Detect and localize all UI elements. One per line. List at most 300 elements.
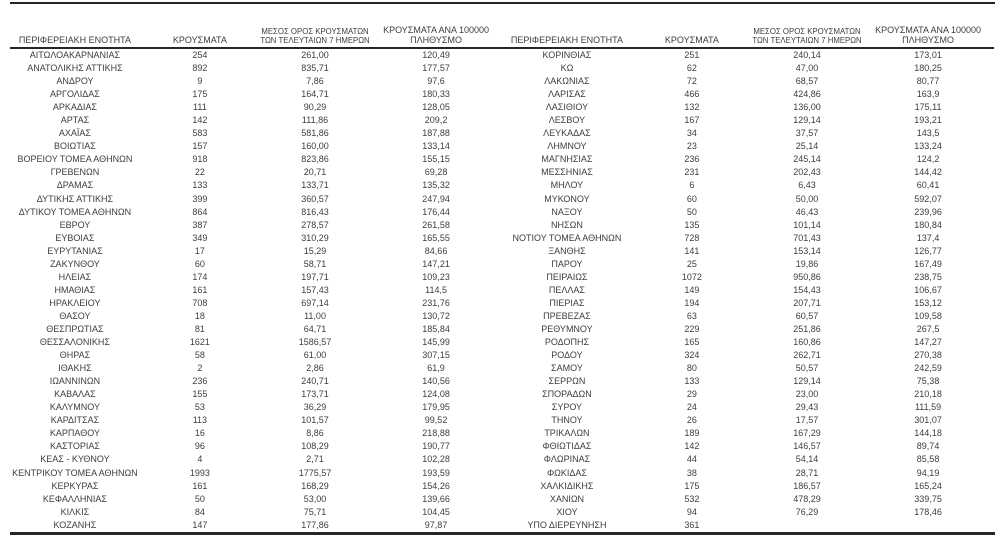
table-row [10,206,502,219]
table-row [10,219,502,232]
per100k-cell: 180,84 [914,219,942,230]
region-cell: ΖΑΚΥΝΘΟΥ [50,258,100,269]
region-cell: ΜΕΣΣΗΝΙΑΣ [541,167,593,178]
cases-cell: 387 [192,219,208,230]
table-row [10,179,502,192]
cases-cell: 96 [194,441,205,452]
per100k-cell: 140,56 [422,376,450,387]
region-cell: ΝΟΤΙΟΥ ΤΟΜΕΑ ΑΘΗΝΩΝ [512,232,622,243]
table-row [502,480,994,493]
avg7-cell: 240,14 [793,50,821,60]
cases-cell: 84 [194,506,205,517]
avg7-cell: 197,71 [301,271,329,282]
avg7-cell: 8,86 [306,428,324,439]
cases-cell: 1621 [189,337,210,348]
column-header-per100k-line2: ΠΛΗΘΥΣΜΟ [902,35,954,45]
table-row [502,349,994,362]
region-cell: ΒΟΙΩΤΙΑΣ [54,141,96,152]
table-row [502,297,994,310]
table-row [502,75,994,88]
table-row [502,310,994,323]
region-cell: ΘΑΣΟΥ [59,310,91,321]
per100k-cell: 176,44 [422,206,450,217]
per100k-cell: 60,41 [916,180,940,191]
tables-container [10,2,995,535]
per100k-cell: 128,05 [422,102,450,113]
table-row [10,388,502,401]
cases-cell: 165 [684,337,700,348]
avg7-cell: 360,57 [301,193,329,204]
avg7-cell: 129,14 [793,376,821,387]
region-cell: ΛΑΚΩΝΙΑΣ [544,76,590,87]
table-row [10,401,502,414]
per100k-cell: 165,55 [422,232,450,243]
region-cell: ΤΡΙΚΑΛΩΝ [544,428,590,439]
per100k-cell: 84,66 [424,245,448,256]
avg7-cell: 29,43 [795,402,819,413]
avg7-cell: 133,71 [301,180,329,191]
table-row [10,440,502,453]
region-cell: ΦΘΙΩΤΙΔΑΣ [542,441,592,452]
cases-cell: 161 [192,284,208,295]
column-header-per100k [370,4,502,48]
table-row [10,62,502,75]
avg7-cell: 75,71 [303,506,327,517]
cases-cell: 133 [192,180,208,191]
table-row [502,179,994,192]
table-row [10,258,502,271]
per100k-cell: 106,67 [914,284,942,295]
per100k-cell: 145,99 [422,337,450,348]
avg7-cell: 160,00 [301,141,329,152]
per100k-cell: 126,77 [914,245,942,256]
per100k-cell: 109,23 [422,271,450,282]
per100k-cell: 135,32 [422,180,450,191]
cases-cell: 23 [686,141,697,152]
region-cell: ΗΛΕΙΑΣ [58,271,92,282]
table-row [10,193,502,206]
per100k-cell: 130,72 [422,310,450,321]
cases-table-left [10,4,502,532]
table-row [502,232,994,245]
avg7-cell: 28,71 [795,467,819,478]
avg7-cell: 157,43 [301,284,329,295]
cases-cell: 17 [194,245,205,256]
avg7-cell: 129,14 [793,115,821,126]
per100k-cell: 210,18 [914,389,942,400]
region-cell: ΛΑΡΙΣΑΣ [548,89,586,100]
avg7-cell: 424,86 [793,89,821,100]
cases-cell: 194 [684,297,700,308]
region-cell: ΜΗΛΟΥ [550,180,584,191]
cases-cell: 44 [686,454,697,465]
region-cell: ΠΕΛΛΑΣ [548,284,585,295]
column-header-per100k-line1: ΚΡΟΥΣΜΑΤΑ ΑΝΑ 100000 [383,25,490,35]
avg7-cell: 950,86 [793,271,821,282]
region-cell: ΔΥΤΙΚΟΥ ΤΟΜΕΑ ΑΘΗΝΩΝ [18,206,132,217]
cases-cell: 53 [194,402,205,413]
per100k-cell: 267,5 [916,323,940,334]
cases-cell: 142 [192,115,208,126]
per100k-cell: 143,5 [916,128,940,139]
avg7-cell: 101,57 [301,415,329,426]
column-header-avg7-line2: ΤΩΝ ΤΕΛΕΥΤΑΙΩΝ 7 ΗΜΕΡΩΝ [752,36,862,45]
per100k-cell: 173,01 [914,50,942,60]
cases-cell: 16 [194,428,205,439]
avg7-cell: 15,29 [303,245,327,256]
per100k-cell: 133,24 [914,141,942,152]
column-header-avg7-line1: ΜΕΣΟΣ ΟΡΟΣ ΚΡΟΥΣΜΑΤΩΝ [753,27,861,36]
region-cell: ΔΡΑΜΑΣ [56,180,94,191]
table-row [502,62,994,75]
region-cell: ΛΕΥΚΑΔΑΣ [543,128,591,139]
per100k-cell: 185,84 [422,323,450,334]
per100k-cell: 97,87 [424,519,448,530]
table-row [10,245,502,258]
table-row [502,271,994,284]
region-cell: ΛΕΣΒΟΥ [548,115,586,126]
region-cell: ΚΑΣΤΟΡΙΑΣ [49,441,100,452]
cases-cell: 60 [194,258,205,269]
table-row [502,206,994,219]
table-row [502,401,994,414]
per100k-cell [862,519,994,532]
region-cell: ΘΗΡΑΣ [59,350,91,361]
region-cell: ΕΥΒΟΙΑΣ [55,232,95,243]
cases-cell: 29 [686,389,697,400]
avg7-cell: 154,43 [793,284,821,295]
region-cell: ΚΕΡΚΥΡΑΣ [51,480,99,491]
column-header-avg7 [752,4,862,48]
avg7-cell: 202,43 [793,167,821,178]
avg7-cell: 90,29 [303,102,327,113]
per100k-cell: 69,28 [424,167,448,178]
table-row [502,453,994,466]
cases-cell: 399 [192,193,208,204]
region-cell: ΦΩΚΙΔΑΣ [546,467,587,478]
region-cell: ΥΠΟ ΔΙΕΡΕΥΝΗΣΗ [527,519,607,530]
cases-cell: 60 [686,193,697,204]
avg7-cell: 68,57 [795,76,819,87]
column-header-avg7-line1: ΜΕΣΟΣ ΟΡΟΣ ΚΡΟΥΣΜΑΤΩΝ [261,27,369,36]
per100k-cell: 209,2 [424,115,448,126]
cases-cell: 466 [684,89,700,100]
region-cell: ΠΑΡΟΥ [551,258,583,269]
avg7-cell: 17,57 [795,415,819,426]
per100k-cell: 180,33 [422,89,450,100]
region-cell: ΞΑΝΘΗΣ [548,245,586,256]
avg7-cell: 261,00 [301,50,329,60]
region-cell: ΔΥΤΙΚΗΣ ΑΤΤΙΚΗΣ [36,193,114,204]
region-cell: ΣΥΡΟΥ [551,402,583,413]
table-row [502,284,994,297]
table-row [502,336,994,349]
cases-cell: 229 [684,323,700,334]
table-row [502,166,994,179]
column-header-region: ΠΕΡΙΦΕΡΕΙΑΚΗ ΕΝΟΤΗΤΑ [502,4,632,48]
region-cell: ΡΟΔΟΥ [551,350,583,361]
regional-cases-report [0,2,1000,541]
table-row [502,506,994,519]
per100k-cell: 307,15 [422,350,450,361]
cases-cell: 80 [686,363,697,374]
table-row [502,88,994,101]
avg7-cell: 823,86 [301,154,329,165]
per100k-cell: 137,4 [916,232,940,243]
table-row [502,323,994,336]
avg7-cell: 207,71 [793,297,821,308]
cases-cell: 147 [192,519,208,530]
region-cell: ΣΕΡΡΩΝ [548,376,586,387]
cases-cell: 708 [192,297,208,308]
region-cell: ΑΙΤΩΛΟΑΚΑΡΝΑΝΙΑΣ [29,50,121,60]
per100k-cell: 80,77 [916,76,940,87]
per100k-cell: 193,21 [914,115,942,126]
avg7-cell: 2,86 [306,363,324,374]
region-cell: ΦΛΩΡΙΝΑΣ [543,454,591,465]
avg7-cell: 1775,57 [298,467,332,478]
per100k-cell: 242,59 [914,363,942,374]
cases-cell: 63 [686,310,697,321]
region-cell: ΚΟΖΑΝΗΣ [53,519,97,530]
avg7-cell: 47,00 [795,63,819,74]
avg7-cell: 478,29 [793,493,821,504]
cases-cell: 236 [684,154,700,165]
cases-cell: 50 [194,493,205,504]
table-row [502,362,994,375]
avg7-cell: 36,29 [303,402,327,413]
cases-cell: 251 [684,50,700,60]
column-header-cases: ΚΡΟΥΣΜΑΤΑ [140,4,260,48]
cases-cell: 157 [192,141,208,152]
region-cell: ΣΑΜΟΥ [551,363,583,374]
cases-cell: 892 [192,63,208,74]
per100k-cell: 592,07 [914,193,942,204]
avg7-cell: 146,57 [793,441,821,452]
cases-cell: 141 [684,245,700,256]
table-row [10,480,502,493]
region-cell: ΡΟΔΟΠΗΣ [544,337,590,348]
column-header-per100k-line1: ΚΡΟΥΣΜΑΤΑ ΑΝΑ 100000 [875,25,982,35]
table-row [502,519,994,532]
per100k-cell: 99,52 [424,415,448,426]
column-header-per100k-line2: ΠΛΗΘΥΣΜΟ [410,35,462,45]
table-row [10,375,502,388]
avg7-cell: 111,86 [301,115,329,126]
table-row [10,362,502,375]
region-cell: ΑΡΚΑΔΙΑΣ [52,102,97,113]
per100k-cell: 89,74 [916,441,940,452]
region-cell: ΙΘΑΚΗΣ [58,363,92,374]
avg7-cell: 167,29 [793,428,821,439]
table-row [10,414,502,427]
cases-cell: 361 [684,519,700,530]
avg7-cell: 19,86 [795,258,819,269]
region-cell: ΚΑΒΑΛΑΣ [54,389,96,400]
per100k-cell: 238,75 [914,271,942,282]
region-cell: ΚΕΝΤΡΙΚΟΥ ΤΟΜΕΑ ΑΘΗΝΩΝ [12,467,138,478]
cases-cell: 34 [686,128,697,139]
table-row [10,127,502,140]
avg7-cell: 278,57 [301,219,329,230]
region-cell: ΕΥΡΥΤΑΝΙΑΣ [47,245,103,256]
region-cell: ΜΥΚΟΝΟΥ [544,193,590,204]
cases-cell: 349 [192,232,208,243]
cases-cell: 324 [684,350,700,361]
per100k-cell: 102,28 [422,454,450,465]
region-cell: ΚΑΡΔΙΤΣΑΣ [50,415,100,426]
region-cell: ΚΕΑΣ - ΚΥΘΝΟΥ [40,454,110,465]
table-row [502,193,994,206]
cases-cell: 25 [686,258,697,269]
per100k-cell: 247,94 [422,193,450,204]
avg7-cell: 50,00 [795,193,819,204]
cases-cell: 38 [686,467,697,478]
region-cell: ΚΙΛΚΙΣ [60,506,90,517]
per100k-cell: 133,14 [422,141,450,152]
region-cell: ΚΩ [560,63,574,74]
table-row [502,48,994,62]
table-row [502,440,994,453]
table-row [502,114,994,127]
region-cell: ΡΕΘΥΜΝΟΥ [541,323,593,334]
avg7-cell: 701,43 [793,232,821,243]
region-cell: ΒΟΡΕΙΟΥ ΤΟΜΕΑ ΑΘΗΝΩΝ [17,154,133,165]
cases-cell: 167 [684,115,700,126]
cases-cell: 24 [686,402,697,413]
cases-cell: 50 [686,206,697,217]
avg7-cell: 23,00 [795,389,819,400]
table-row [502,140,994,153]
column-header-cases: ΚΡΟΥΣΜΑΤΑ [632,4,752,48]
region-cell: ΛΑΣΙΘΙΟΥ [545,102,589,113]
cases-cell: 175 [684,480,700,491]
table-row [10,453,502,466]
table-header-right [502,4,994,48]
table-row [10,114,502,127]
table-row [10,75,502,88]
region-cell: ΚΑΡΠΑΘΟΥ [49,428,100,439]
column-header-avg7-line2: ΤΩΝ ΤΕΛΕΥΤΑΙΩΝ 7 ΗΜΕΡΩΝ [260,36,370,45]
per100k-cell: 114,5 [425,284,447,295]
avg7-cell: 20,71 [303,167,327,178]
avg7-cell: 153,14 [793,245,821,256]
cases-cell: 175 [192,89,208,100]
cases-cell: 728 [684,232,700,243]
region-cell: ΜΑΓΝΗΣΙΑΣ [541,154,593,165]
table-row [502,375,994,388]
avg7-cell: 46,43 [795,206,819,217]
table-row [10,427,502,440]
region-cell: ΘΕΣΣΑΛΟΝΙΚΗΣ [39,337,110,348]
table-row [502,127,994,140]
per100k-cell: 154,26 [422,480,450,491]
per100k-cell: 153,12 [914,297,942,308]
avg7-cell: 251,86 [793,323,821,334]
avg7-cell: 108,29 [301,441,329,452]
avg7-cell: 58,71 [303,258,327,269]
cases-cell: 62 [686,63,697,74]
per100k-cell: 120,49 [422,50,450,60]
cases-cell: 133 [684,376,700,387]
region-cell: ΗΡΑΚΛΕΙΟΥ [49,297,101,308]
region-cell: ΠΕΙΡΑΙΩΣ [546,271,588,282]
avg7-cell: 76,29 [795,506,819,517]
avg7-cell: 173,71 [301,389,329,400]
table-row [502,245,994,258]
table-row [502,388,994,401]
per100k-cell: 147,21 [422,258,450,269]
avg7-cell: 136,00 [793,102,821,113]
avg7-cell: 245,14 [793,154,821,165]
table-row [502,219,994,232]
region-cell: ΛΗΜΝΟΥ [547,141,587,152]
table-body-2 [502,48,994,532]
table-body-1 [10,48,502,532]
cases-cell: 142 [684,441,700,452]
avg7-cell: 835,71 [301,63,329,74]
table-row [10,493,502,506]
cases-cell: 2 [197,363,203,374]
region-cell: ΑΝΑΤΟΛΙΚΗΣ ΑΤΤΙΚΗΣ [27,63,123,74]
header-row [502,4,994,48]
avg7-cell: 177,86 [301,519,329,530]
cases-cell: 18 [194,310,205,321]
table-row [10,506,502,519]
cases-table-right [502,4,994,532]
per100k-cell: 178,46 [914,506,942,517]
avg7-cell: 101,14 [793,219,821,230]
region-cell: ΣΠΟΡΑΔΩΝ [542,389,592,400]
avg7-cell: 168,29 [301,480,329,491]
table-row [10,467,502,480]
per100k-cell: 270,38 [914,350,942,361]
avg7-cell: 262,71 [793,350,821,361]
per100k-cell: 175,11 [914,102,942,113]
region-cell: ΘΕΣΠΡΩΤΙΑΣ [46,323,104,334]
per100k-cell: 167,49 [914,258,942,269]
cases-cell: 6 [689,180,695,191]
region-cell: ΚΑΛΥΜΝΟΥ [49,402,100,413]
per100k-cell: 165,24 [914,480,942,491]
cases-cell: 918 [192,154,208,165]
per100k-cell: 109,58 [914,310,942,321]
cases-cell: 189 [684,428,700,439]
cases-cell: 231 [684,167,700,178]
table-row [502,414,994,427]
per100k-cell: 124,08 [422,389,450,400]
avg7-cell: 60,57 [795,310,819,321]
per100k-cell: 97,6 [427,76,445,87]
column-header-avg7 [260,4,370,48]
per100k-cell: 261,58 [422,219,450,230]
region-cell: ΑΝΔΡΟΥ [56,76,94,87]
table-row [10,336,502,349]
per100k-cell: 190,77 [422,441,450,452]
avg7-cell: 6,43 [798,180,816,191]
per100k-cell: 104,45 [422,506,450,517]
per100k-cell: 239,96 [914,206,942,217]
avg7-cell: 240,71 [301,376,329,387]
table-row [10,323,502,336]
cases-cell: 94 [686,506,697,517]
per100k-cell: 147,27 [914,337,942,348]
table-row [502,493,994,506]
avg7-cell: 37,57 [795,128,819,139]
cases-cell: 583 [192,128,208,139]
per100k-cell: 111,59 [914,402,942,413]
per100k-cell: 218,88 [422,428,450,439]
